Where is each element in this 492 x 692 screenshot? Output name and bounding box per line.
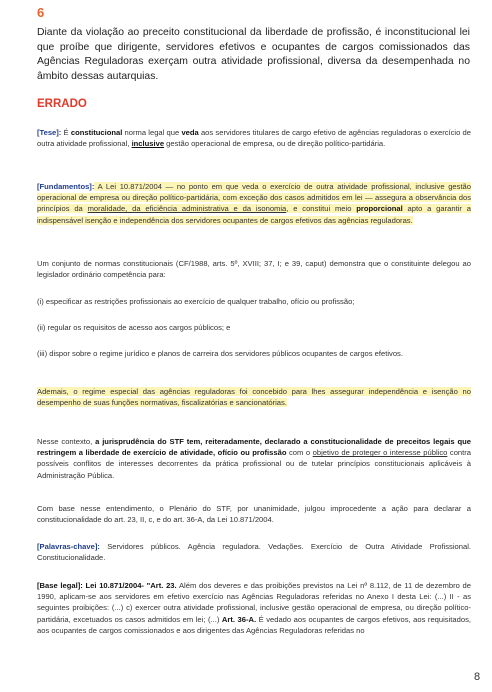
item-i: (i) especificar as restrições profissionais ao exercício de qualquer trabalho, ofício ou profissão; <box>37 297 355 306</box>
tese-text: norma legal que <box>122 128 182 137</box>
verdict-label: ERRADO <box>37 98 87 110</box>
base-paragraph: Com base nesse entendimento, o Plenário do STF, por unanimidade, julgou improcedente a ação para declarar a constitucionalidade do art. 23, II, c, e do art. 36-A, da Lei 10.871/2004. <box>37 504 471 525</box>
palavras-label: [Palavras-chave]: <box>37 542 100 551</box>
tese-text: gestão operacional de empresa, ou de direção político-partidária. <box>164 139 386 149</box>
ademais-text: Ademais, o regime especial das agências reguladoras foi concebido para lhes assegurar independência e isenção no desempenho de suas funções normativas, fiscalizatórias e sancionatórias. <box>37 387 471 408</box>
tese-bold: constitucional <box>70 128 123 137</box>
tese-text: aos servidores titulares de cargo efetivo de agências reguladoras o exercício de outra atividade profissional, <box>37 128 471 149</box>
base-legal-paragraph <box>37 580 471 636</box>
fundamentos-text: , e constitui meio <box>286 204 357 214</box>
base-legal-text: É vedado aos ocupantes de cargos efetivos, aos requisitados, aos ocupantes de cargos comissionados e aos dirigentes das Agências Reguladoras referidas no <box>37 614 471 635</box>
tese-text: É <box>61 128 71 137</box>
contexto-bold: a jurisprudência do STF tem, reiteradamente, declarado a constitucionalidade de preceitos legais que restringem a liberdade de exercício de atividade, ofício ou profissão <box>37 437 471 458</box>
palavras-paragraph <box>37 541 471 563</box>
palavras-text: Servidores públicos. Agência reguladora. Vedações. Exercício de Outra Atividade Profissional. Constitucionalidade. <box>37 542 471 563</box>
contexto-text: com o <box>286 448 313 458</box>
contexto-paragraph <box>37 436 471 481</box>
contexto-text: contra possíveis conflitos de interesses decorrentes da prática profissional ou de tutelar princípios constitucionais aplicáveis à Administração Pública. <box>37 448 472 480</box>
base-legal-label: [Base legal]: Lei 10.871/2004- "Art. 23. <box>37 581 177 590</box>
fundamentos-underlined: moralidade, da eficiência administrativa e da isonomia <box>87 204 287 214</box>
tese-paragraph <box>37 127 471 149</box>
question-statement: Diante da violação ao preceito constitucional da liberdade de profissão, é inconstitucional lei que proíbe que dirigente, servidores efetivos e ocupantes de cargos comissionados das Agências Reguladoras exerçam outra atividade profissional, diversa da desempenhada no âmbito dessas autarquias. <box>37 27 470 82</box>
contexto-underlined: objetivo de proteger o interesse público <box>312 448 448 458</box>
item-iii: (iii) dispor sobre o regime jurídico e planos de carreira dos servidores públicos ocupantes de cargos efetivos. <box>37 349 403 358</box>
fundamentos-label: [Fundamentos]: <box>37 182 95 191</box>
item-ii: (ii) regular os requisitos de acesso aos cargos públicos; e <box>37 323 231 332</box>
question-number: 6 <box>37 5 45 20</box>
tese-label: [Tese]: <box>37 128 62 137</box>
base-legal-text: Além dos deveres e das proibições previstos na Lei nº 8.112, de 11 de dezembro de 1990, aplicam-se aos servidores em efetivo exercício nas Agências Reguladoras referidas no Anexo I desta Lei: (...) II - as seguintes proibições: (...) c) exercer outra atividade profissional, inclusive gestão operacional de empresa, ou direção político-partidária, excetuados os casos admitidos em lei; (...) <box>37 581 472 624</box>
page-number: 8 <box>474 671 481 683</box>
base-legal-bold: Art. 36-A. <box>221 614 257 624</box>
tese-bold: veda <box>181 128 199 137</box>
contexto-text: Nesse contexto, <box>37 437 96 446</box>
ademais-paragraph <box>37 386 471 408</box>
fundamentos-text: apto a garantir a indispensável isenção e independência dos servidores ocupantes de cargos efetivos das agências reguladoras. <box>37 204 471 225</box>
tese-underlined: inclusive <box>131 139 165 149</box>
fundamentos-bold: proporcional <box>356 204 403 214</box>
fundamentos-text: A Lei 10.871/2004 — no ponto em que veda o exercício de outra atividade profissional, inclusive gestão operacional de empresa ou direção político-partidária, com exceção dos casos admitidos em lei — assegura a observância dos princípios da <box>37 182 471 214</box>
fundamentos-paragraph <box>37 181 471 226</box>
conjunto-paragraph: Um conjunto de normas constitucionais (CF/1988, arts. 5º, XVIII; 37, I; e 39, caput) demonstra que o constituinte delegou ao legislador ordinário competência para: <box>37 259 471 280</box>
